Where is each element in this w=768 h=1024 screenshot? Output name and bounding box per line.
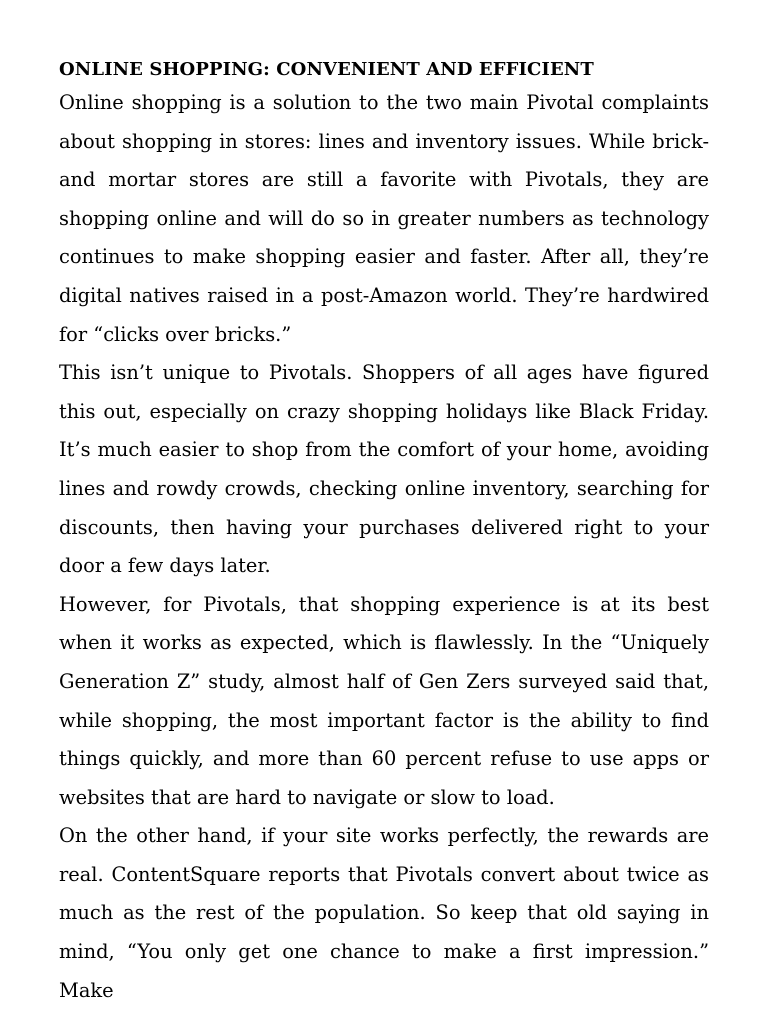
body-paragraph: This isn’t unique to Pivotals. Shoppers of all ages have figured this out, especially on crazy shopping holidays like Black Friday. It’s much easier to shop from the comfort of your home, avoiding lines and rowdy crowds, checking online inventory, searching for discounts, then having your purchases delivered right to your door a few days later. (59, 361, 709, 578)
body-paragraph: Online shopping is a solution to the two main Pivotal complaints about shopping in stores: lines and inventory issues. While brick-and mortar stores are still a favorite with Pivotals, they are shopping online and will do so in greater numbers as technology continues to make shopping easier and faster. After all, they’re digital natives raised in a post-Amazon world. They’re hardwired for “clicks over bricks.” (59, 91, 709, 346)
body-paragraph: However, for Pivotals, that shopping experience is at its best when it works as expected, which is flawlessly. In the “Uniquely Generation Z” study, almost half of Gen Zers surveyed said that, while shopping, the most important factor is the ability to find things quickly, and more than 60 percent refuse to use apps or websites that are hard to navigate or slow to load. (59, 592, 709, 809)
section-heading: ONLINE SHOPPING: CONVENIENT AND EFFICIENT (59, 59, 594, 80)
body-paragraph: On the other hand, if your site works perfectly, the rewards are real. ContentSquare reports that Pivotals convert about twice as much as the rest of the population. So keep that old saying in mind, “You only get one chance to make a first impression.” Make (59, 824, 709, 1002)
